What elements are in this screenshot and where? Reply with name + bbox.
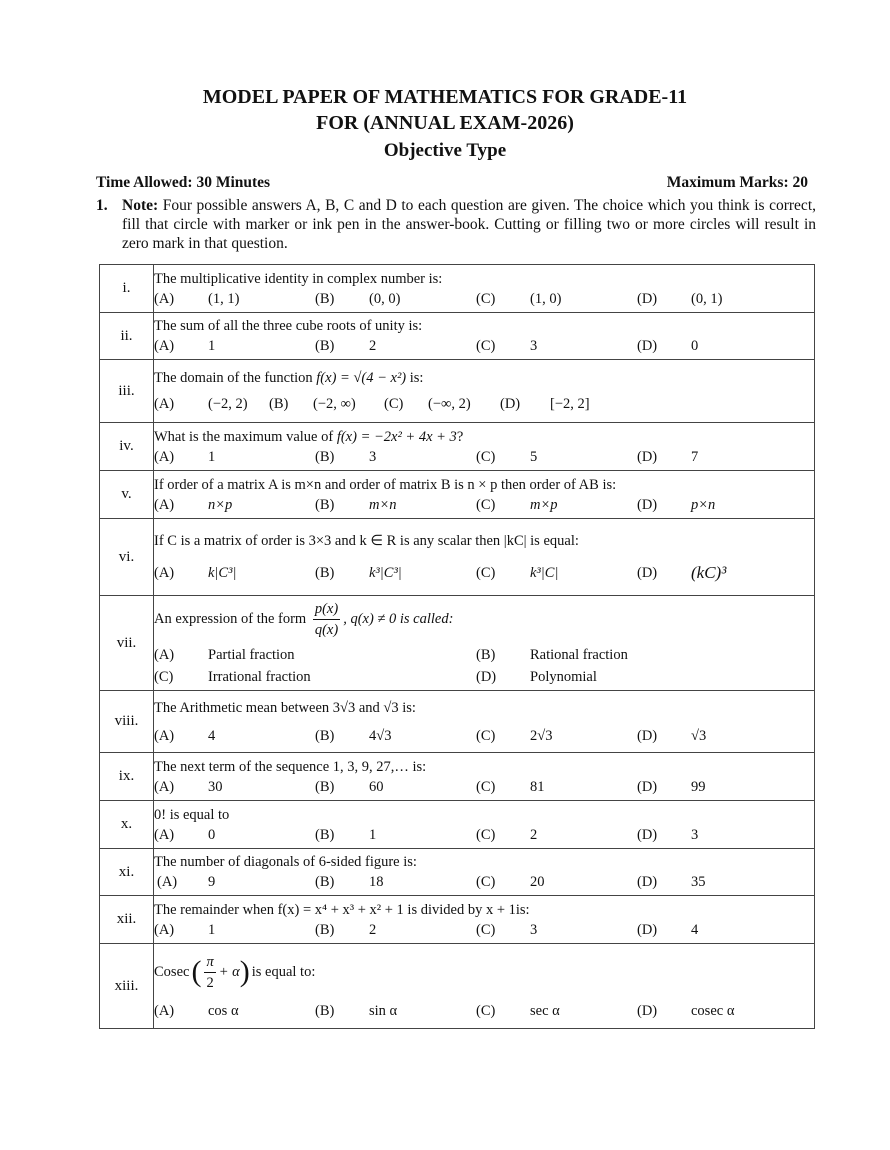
question-number: v. <box>100 471 154 519</box>
question-stem: The number of diagonals of 6-sided figure is: <box>154 854 417 870</box>
option-b[interactable]: (B) k³|C³| <box>315 565 402 581</box>
question-number: ii. <box>100 313 154 360</box>
time-allowed: Time Allowed: 30 Minutes <box>96 174 271 191</box>
question-stem: The sum of all the three cube roots of unity is: <box>154 318 423 334</box>
note-label: Note: <box>122 197 159 214</box>
note-text: Four possible answers A, B, C and D to each question are given. The choice which you think is correct, fill that circle with marker or ink pen in the answer-book. Cutting or filling two or more circles will result in zero mark in that question. <box>122 197 816 252</box>
question-stem: The Arithmetic mean between 3√3 and √3 is: <box>154 699 416 716</box>
question-row <box>100 360 815 423</box>
question-number: ix. <box>100 753 154 801</box>
option-b[interactable]: (B) (−2, ∞) <box>269 396 356 412</box>
fraction: $\frac{\pi}{2}$ <box>206 953 214 991</box>
note-number: 1. <box>96 197 108 214</box>
option-a[interactable]: (A) 1 <box>154 338 216 354</box>
question-row <box>100 596 815 691</box>
option-d[interactable]: (D) (kC)³ <box>637 563 727 582</box>
question-number: viii. <box>100 691 154 753</box>
option-a[interactable]: (A) 30 <box>154 778 223 795</box>
fraction: $\frac{p(x)}{q(x)}$ <box>314 600 339 638</box>
option-b[interactable]: (B) 1 <box>315 826 377 843</box>
paper-subtitle-exam: FOR (ANNUAL EXAM-2026) <box>316 112 574 134</box>
question-number: iv. <box>100 423 154 471</box>
question-number: iii. <box>100 360 154 423</box>
question-row <box>100 423 815 471</box>
option-a[interactable]: (A) (1, 1) <box>154 290 240 307</box>
option-d[interactable]: (D) 0 <box>637 338 699 354</box>
option-c[interactable]: (C) 3 <box>476 338 538 354</box>
option-d[interactable]: (D) 35 <box>637 874 706 890</box>
question-stem: If order of a matrix A is m×n and order of matrix B is n × p then order of AB is: <box>154 476 617 493</box>
option-a[interactable]: (A) 1 <box>154 921 216 938</box>
question-stem: The multiplicative identity in complex number is: <box>154 270 443 287</box>
question-row <box>100 849 815 896</box>
paper-title: MODEL PAPER OF MATHEMATICS FOR GRADE-11 <box>202 86 688 108</box>
option-a[interactable]: (A) 1 <box>154 448 216 465</box>
option-a[interactable]: (A) (−2, 2) <box>154 396 248 412</box>
option-c[interactable]: (C) 5 <box>476 448 538 465</box>
question-stem: The remainder when f(x) = x⁴ + x³ + x² + 1 is divided by x + 1is: <box>154 901 530 918</box>
question-row <box>100 944 815 1029</box>
option-a[interactable]: (A) cos α <box>154 1002 239 1019</box>
option-d[interactable]: (D) Polynomial <box>476 668 597 685</box>
question-row <box>100 471 815 519</box>
question-stem: 0! is equal to <box>154 806 230 823</box>
option-b[interactable]: (B) m×n <box>315 496 397 513</box>
option-b[interactable]: (B) 3 <box>315 448 377 465</box>
question-row <box>100 691 815 753</box>
option-b[interactable]: (B) 18 <box>315 874 384 890</box>
option-a[interactable]: (A) 4 <box>154 727 216 744</box>
option-c[interactable]: (C) Irrational fraction <box>154 668 311 685</box>
option-a[interactable]: (A) Partial fraction <box>154 646 295 663</box>
section-heading: Objective Type <box>383 140 507 161</box>
option-b[interactable]: (B) 60 <box>315 778 384 795</box>
option-a[interactable]: (A) k|C³| <box>154 565 237 581</box>
option-d[interactable]: (D) [−2, 2] <box>500 396 590 412</box>
option-a[interactable]: (A) 0 <box>154 826 216 843</box>
option-c[interactable]: (C) k³|C| <box>476 565 559 581</box>
option-c[interactable]: (C) sec α <box>476 1002 560 1019</box>
question-stem: The domain of the function f(x) = √(4 − x²) is: <box>154 370 424 386</box>
option-b[interactable]: (B) 4√3 <box>315 727 392 744</box>
option-b[interactable]: (B) 2 <box>315 921 377 938</box>
option-d[interactable]: (D) (0, 1) <box>637 290 723 307</box>
question-stem: Cosec ( $\frac{\pi}{2}$ + α ) is equal to: <box>154 953 316 991</box>
question-number: vi. <box>100 519 154 596</box>
option-d[interactable]: (D) 7 <box>637 448 699 465</box>
question-stem: What is the maximum value of f(x) = −2x² + 4x + 3? <box>154 428 464 445</box>
option-d[interactable]: (D) √3 <box>637 727 707 744</box>
option-c[interactable]: (C) 2 <box>476 826 538 843</box>
question-number: x. <box>100 801 154 849</box>
option-c[interactable]: (C) 20 <box>476 874 545 890</box>
question-number: xi. <box>100 849 154 896</box>
question-number: xii. <box>100 896 154 944</box>
question-number: i. <box>100 265 154 313</box>
question-row <box>100 313 815 360</box>
option-c[interactable]: (C) (1, 0) <box>476 290 562 307</box>
option-c[interactable]: (C) 3 <box>476 921 538 938</box>
instructions-note <box>96 196 816 253</box>
questions-table <box>99 264 815 1029</box>
option-d[interactable]: (D) 3 <box>637 826 699 843</box>
option-c[interactable]: (C) 81 <box>476 778 545 795</box>
option-b[interactable]: (B) sin α <box>315 1002 398 1019</box>
question-row <box>100 753 815 801</box>
option-d[interactable]: (D) 99 <box>637 778 706 795</box>
question-stem: If C is a matrix of order is 3×3 and k ∈ R is any scalar then |kC| is equal: <box>154 533 579 549</box>
maximum-marks: Maximum Marks: 20 <box>666 174 808 191</box>
option-d[interactable]: (D) p×n <box>637 496 716 513</box>
option-c[interactable]: (C) (−∞, 2) <box>384 396 471 412</box>
option-a[interactable]: (A) n×p <box>154 496 233 513</box>
option-b[interactable]: (B) (0, 0) <box>315 290 401 307</box>
question-number: xiii. <box>100 944 154 1029</box>
option-b[interactable]: (B) Rational fraction <box>476 646 628 663</box>
question-row <box>100 519 815 596</box>
option-c[interactable]: (C) 2√3 <box>476 727 553 744</box>
option-c[interactable]: (C) m×p <box>476 496 558 513</box>
option-b[interactable]: (B) 2 <box>315 338 377 354</box>
question-row <box>100 801 815 849</box>
option-d[interactable]: (D) 4 <box>637 921 699 938</box>
question-stem: The next term of the sequence 1, 3, 9, 27,… is: <box>154 758 427 775</box>
question-row <box>100 896 815 944</box>
question-stem: An expression of the form $\frac{p(x)}{q(x)}$ , q(x) ≠ 0 is called: <box>154 600 454 638</box>
question-number: vii. <box>100 596 154 691</box>
question-row <box>100 265 815 313</box>
option-a[interactable]: (A) 9 <box>157 874 216 890</box>
option-d[interactable]: (D) cosec α <box>637 1002 735 1019</box>
